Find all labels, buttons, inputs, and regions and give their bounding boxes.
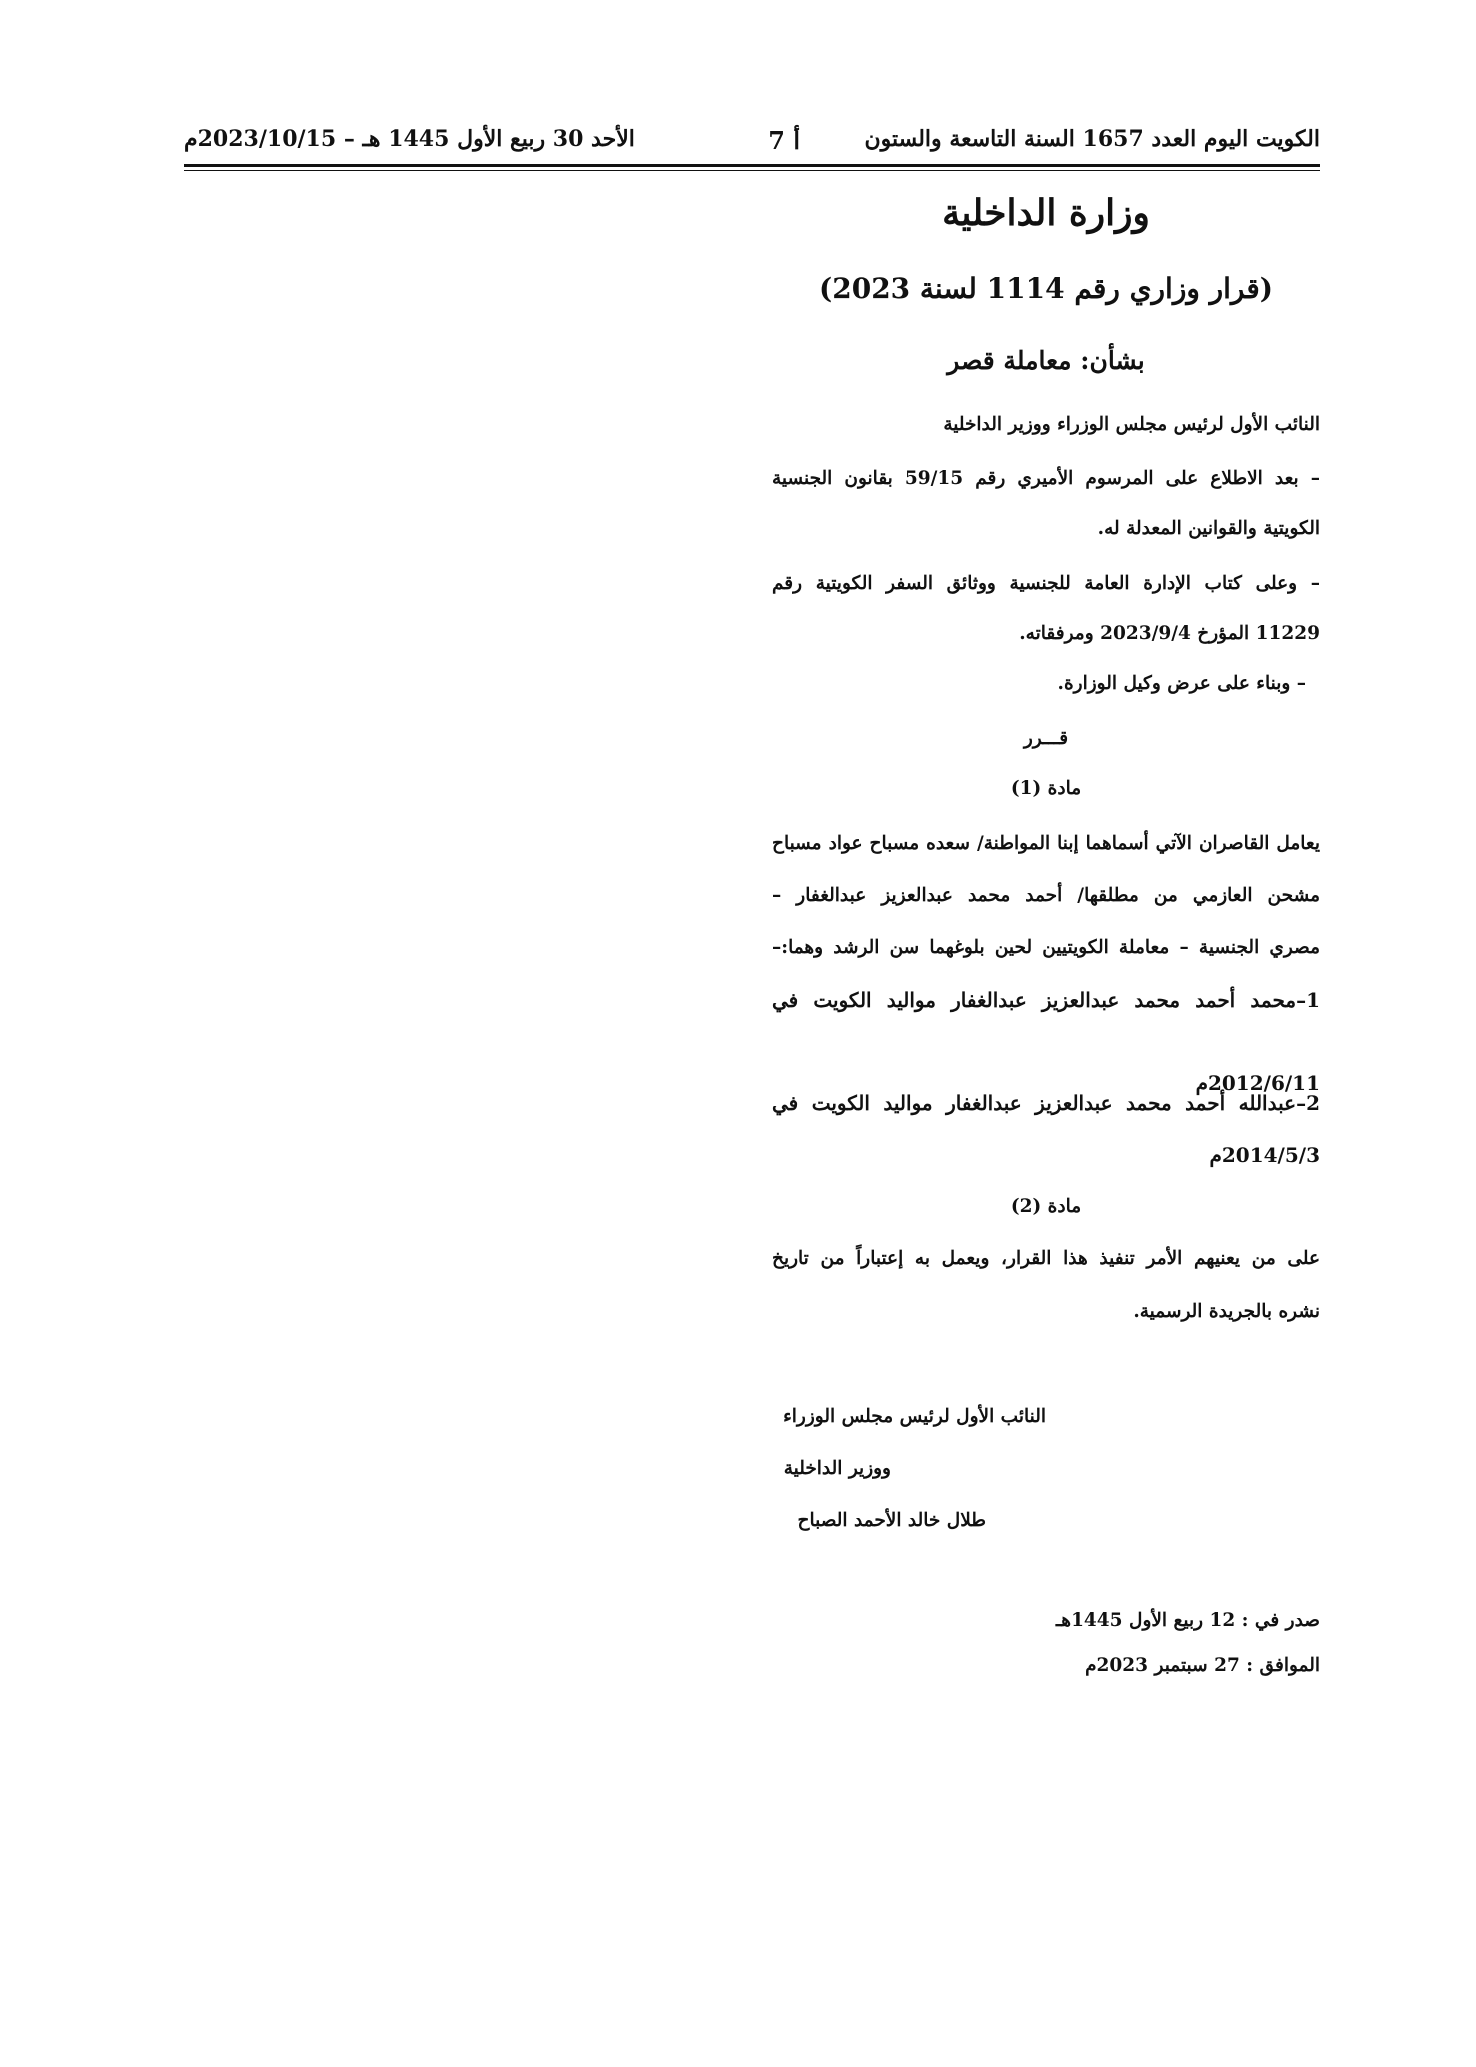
issuer-line: النائب الأول لرئيس مجلس الوزراء ووزير الداخلية bbox=[943, 414, 1320, 435]
preamble-1-line-1: – بعد الاطلاع على المرسوم الأميري رقم 59/15 بقانون الجنسية bbox=[772, 468, 1320, 489]
article-2-heading: مادة (2) bbox=[1010, 1196, 1082, 1217]
decree-subject: بشأن: معاملة قصر bbox=[947, 346, 1145, 375]
header-rule-thick bbox=[184, 164, 1320, 167]
issued-date-gregorian: الموافق : 27 سبتمبر 2023م bbox=[1085, 1655, 1320, 1676]
article-1-line-1: يعامل القاصران الآتي أسماهما إبنا المواطنة/ سعده مسباح عواد مسباح bbox=[772, 833, 1320, 854]
preamble-1-line-2: الكويتية والقوانين المعدلة له. bbox=[1097, 518, 1320, 539]
signature-title: النائب الأول لرئيس مجلس الوزراء bbox=[783, 1406, 1046, 1427]
signature-ministry: ووزير الداخلية bbox=[783, 1458, 891, 1479]
preamble-2-line-1: – وعلى كتاب الإدارة العامة للجنسية ووثائق السفر الكويتية رقم bbox=[772, 573, 1320, 594]
page-header bbox=[184, 118, 1320, 158]
article-1-item-2-line-1: 2–عبدالله أحمد محمد عبدالعزيز عبدالغفار مواليد الكويت في bbox=[772, 1091, 1320, 1115]
ministry-title: وزارة الداخلية bbox=[942, 192, 1150, 234]
article-1-line-2: مشحن العازمي من مطلقها/ أحمد محمد عبدالعزيز عبدالغفار – bbox=[772, 885, 1320, 906]
article-1-item-1-line-1: 1–محمد أحمد محمد عبدالعزيز عبدالغفار مواليد الكويت في bbox=[772, 988, 1320, 1012]
decided-heading: قـــرر bbox=[1023, 728, 1069, 749]
header-issue-info: الكويت اليوم العدد 1657 السنة التاسعة والستون bbox=[864, 126, 1320, 152]
article-1-line-3: مصري الجنسية – معاملة الكويتيين لحين بلوغهما سن الرشد وهما:– bbox=[772, 937, 1320, 958]
signature-name: طلال خالد الأحمد الصباح bbox=[797, 1510, 986, 1531]
preamble-2-line-2: 11229 المؤرخ 2023/9/4 ومرفقاته. bbox=[1019, 623, 1320, 644]
article-2-line-1: على من يعنيهم الأمر تنفيذ هذا القرار، ويعمل به إعتباراً من تاريخ bbox=[772, 1248, 1320, 1269]
header-page-number: أ 7 bbox=[768, 126, 800, 155]
article-2-line-2: نشره بالجريدة الرسمية. bbox=[1133, 1301, 1320, 1322]
decree-title: (قرار وزاري رقم 1114 لسنة 2023) bbox=[818, 272, 1274, 305]
issued-date-hijri: صدر في : 12 ربيع الأول 1445هـ bbox=[1055, 1610, 1320, 1631]
header-date: الأحد 30 ربيع الأول 1445 هـ – 2023/10/15م bbox=[184, 126, 635, 152]
header-rule-thin bbox=[184, 170, 1320, 171]
article-1-item-1-line-2: 2012/6/11م bbox=[1195, 1071, 1320, 1095]
article-1-item-2-line-2: 2014/5/3م bbox=[1209, 1143, 1320, 1167]
article-1-heading: مادة (1) bbox=[1010, 778, 1082, 799]
preamble-3: – وبناء على عرض وكيل الوزارة. bbox=[1057, 673, 1306, 694]
